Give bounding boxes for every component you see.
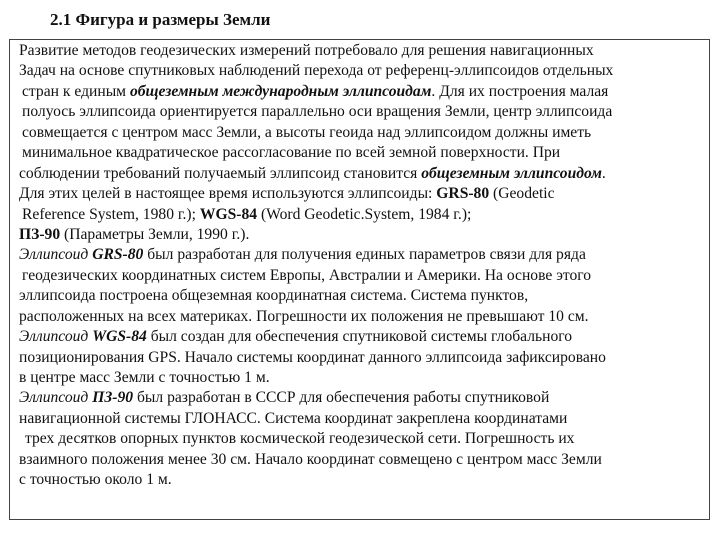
text-run: . Для их построения малая [431, 82, 609, 100]
text-run: Для этих целей в настоящее время используются эллипсоиды: [19, 185, 437, 203]
body-text [19, 41, 709, 491]
text-line: в центре масс Земли с точностью 1 м. [19, 369, 270, 386]
text-line: минимальное квадратическое рассогласование по всей земной поверхности. При [22, 144, 561, 162]
text-run: Эллипсоид [19, 328, 93, 346]
term-emphasis: общеземным эллипсоидом [421, 164, 602, 182]
text-line: полуось эллипсоида ориентируется параллельно оси вращения Земли, центр эллипсоида [22, 103, 613, 121]
text-run: был разработан для получения единых параметров связи для ряда [143, 246, 586, 264]
text-line [19, 184, 709, 204]
text-line: взаимного положения менее 30 см. Начало координат совмещено с центром масс Земли [19, 450, 602, 468]
text-line: геодезических координатных систем Европы, Австралии и Америки. На основе этого [22, 266, 592, 284]
text-line: Задач на основе спутниковых наблюдений перехода от референц-эллипсоидов отдельных [19, 62, 614, 80]
text-run: . [601, 164, 606, 182]
section-heading: 2.1 Фигура и размеры Земли [50, 10, 271, 29]
term-emphasis: общеземным международным эллипсоидам [129, 82, 432, 100]
text-line: позиционирования GPS. Начало системы координат данного эллипсоида зафиксировано [19, 348, 606, 366]
text-line [19, 327, 709, 347]
text-line: с точностью около 1 м. [19, 471, 172, 489]
text-line [19, 82, 709, 102]
text-line: эллипсоида построена общеземная координатная система. Система пунктов, [19, 287, 529, 305]
text-line [19, 225, 709, 245]
text-run: (Параметры Земли, 1990 г.). [60, 225, 250, 243]
text-line [19, 205, 709, 225]
text-run: Reference System, 1980 г.); [22, 205, 200, 223]
text-line [19, 388, 709, 408]
ellipsoid-name: GRS-80 [92, 246, 144, 264]
text-run: был создан для обеспечения спутниковой системы глобального [146, 328, 573, 346]
text-run: Эллипсоид [19, 389, 93, 407]
ellipsoid-name: ПЗ-90 [92, 389, 134, 407]
text-line: трех десятков опорных пунктов космической геодезической сети. Погрешность их [25, 430, 575, 448]
text-line: расположенных на всех материках. Погрешности их положения не превышают 10 см. [19, 307, 589, 325]
text-line: совмещается с центром масс Земли, а высоты геоида над эллипсоидом должны иметь [22, 123, 592, 141]
text-line [19, 164, 709, 184]
text-run: был разработан в СССР для обеспечения работы спутниковой [133, 389, 550, 407]
text-run: Эллипсоид [19, 246, 93, 264]
text-run: соблюдении требований получаемый эллипсоид становится [19, 164, 422, 182]
ellipsoid-name: WGS-84 [199, 205, 258, 223]
text-run: стран к единым [22, 82, 130, 100]
ellipsoid-name: ПЗ-90 [19, 225, 61, 243]
text-line: навигационной системы ГЛОНАСС. Система координат закреплена координатами [19, 409, 568, 427]
ellipsoid-name: WGS-84 [92, 328, 147, 346]
text-line [19, 245, 709, 265]
text-run: (Word Geodetic.System, 1984 г.); [257, 205, 472, 223]
ellipsoid-name: GRS-80 [436, 185, 490, 203]
text-line: Развитие методов геодезических измерений потребовало для решения навигационных [19, 42, 594, 59]
text-run: (Geodetic [489, 185, 555, 203]
